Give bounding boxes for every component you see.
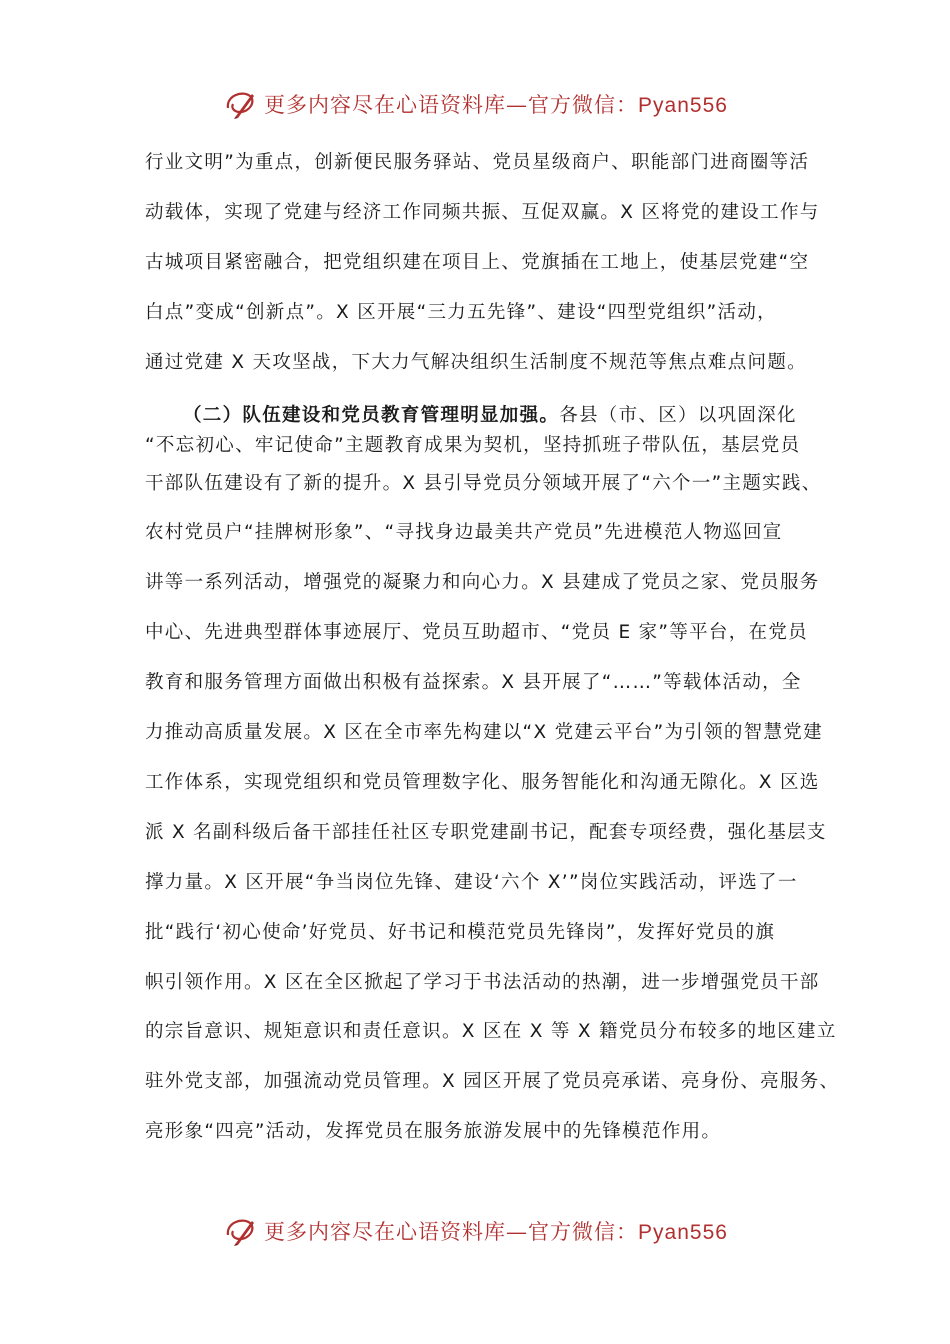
text-line: 通过党建 X 天攻坚战，下大力气解决组织生活制度不规范等焦点难点问题。	[145, 352, 807, 373]
footer-banner	[0, 1211, 950, 1251]
section-heading-line	[183, 401, 797, 427]
text-line: 驻外党支部，加强流动党员管理。X 园区开展了党员亮承诺、亮身份、亮服务、	[145, 1071, 840, 1092]
section-heading-rest: 各县（市、区）以巩固深化	[559, 405, 797, 426]
text-line: 教育和服务管理方面做出积极有益探索。X 县开展了“……”等载体活动，全	[145, 672, 802, 693]
text-line: 白点”变成“创新点”。X 区开展“三力五先锋”、建设“四型党组织”活动，	[145, 302, 777, 323]
text-line: 行业文明”为重点，创新便民服务驿站、党员星级商户、职能部门进商圈等活	[145, 152, 810, 173]
text-line: 干部队伍建设有了新的提升。X 县引导党员分领域开展了“六个一”主题实践、	[145, 473, 822, 494]
footer-banner-text: 更多内容尽在心语资料库—官方微信：Pyan556	[264, 1220, 728, 1244]
header-wechat-id: Pyan556	[638, 94, 728, 117]
text-line: 撑力量。X 区开展“争当岗位先锋、建设‘六个 X’”岗位实践活动，评选了一	[145, 872, 798, 893]
text-line: 帜引领作用。X 区在全区掀起了学习于书法活动的热潮，进一步增强党员干部	[145, 972, 820, 993]
text-line: 的宗旨意识、规矩意识和责任意识。X 区在 X 等 X 籍党员分布较多的地区建立	[145, 1021, 837, 1042]
text-line: 中心、先进典型群体事迹展厅、党员互助超市、“党员 E 家”等平台，在党员	[145, 622, 808, 643]
text-line: 力推动高质量发展。X 区在全市率先构建以“X 党建云平台”为引领的智慧党建	[145, 722, 823, 743]
header-banner-text: 更多内容尽在心语资料库—官方微信：Pyan556	[264, 93, 728, 117]
pen-swirl-logo-icon	[222, 1213, 258, 1249]
text-line: 动载体，实现了党建与经济工作同频共振、互促双赢。X 区将党的建设工作与	[145, 202, 820, 223]
footer-wechat-id: Pyan556	[638, 1221, 728, 1244]
text-line: 派 X 名副科级后备干部挂任社区专职党建副书记，配套专项经费，强化基层支	[145, 822, 827, 843]
text-line: 亮形象“四亮”活动，发挥党员在服务旅游发展中的先锋模范作用。	[145, 1121, 722, 1142]
header-banner	[0, 84, 950, 124]
pen-swirl-logo-icon	[222, 86, 258, 122]
text-line: 农村党员户“挂牌树形象”、“寻找身边最美共产党员”先进模范人物巡回宣	[145, 522, 783, 543]
text-line: 工作体系，实现党组织和党员管理数字化、服务智能化和沟通无隙化。X 区选	[145, 772, 820, 793]
text-line: 讲等一系列活动，增强党的凝聚力和向心力。X 县建成了党员之家、党员服务	[145, 572, 820, 593]
section-heading: （二）队伍建设和党员教育管理明显加强。	[183, 405, 560, 426]
text-line: 古城项目紧密融合，把党组织建在项目上、党旗插在工地上，使基层党建“空	[145, 252, 810, 273]
text-line: “不忘初心、牢记使命”主题教育成果为契机，坚持抓班子带队伍，基层党员	[145, 435, 801, 456]
text-line: 批“践行‘初心使命’好党员、好书记和模范党员先锋岗”，发挥好党员的旗	[145, 922, 776, 943]
